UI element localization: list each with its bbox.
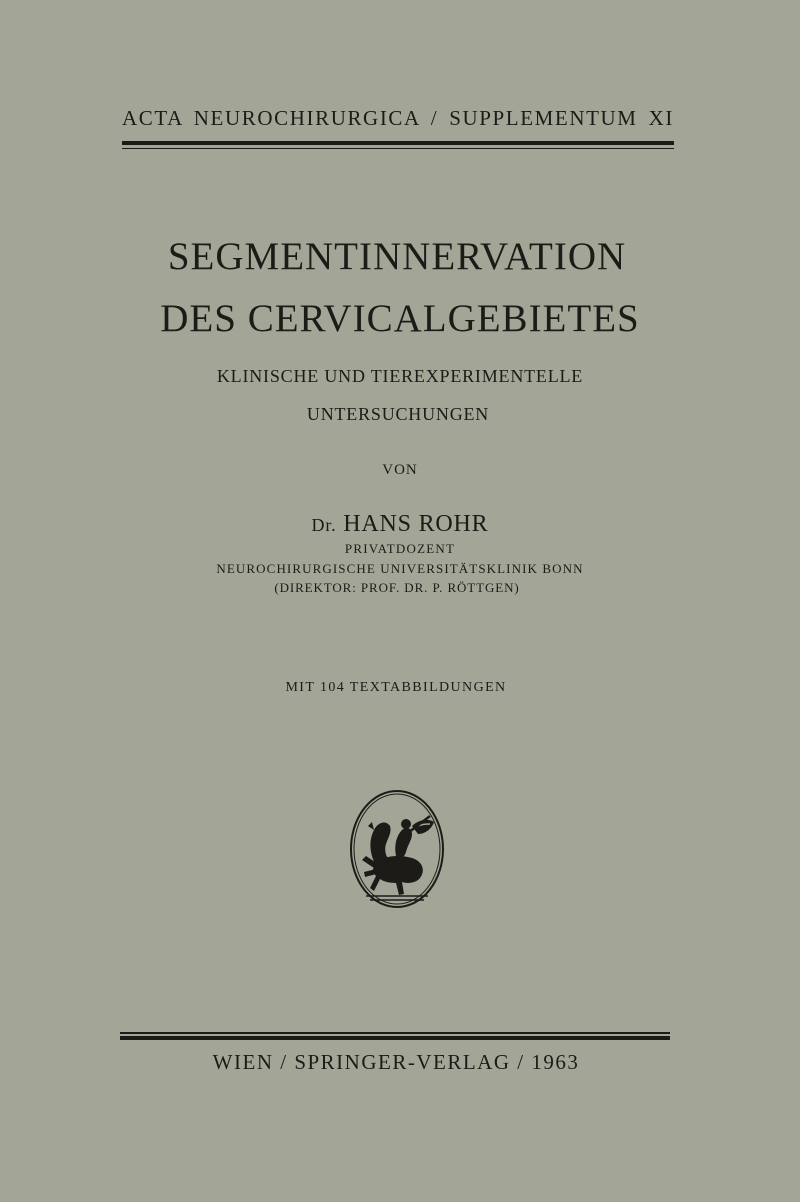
author-prefix: Dr.	[311, 515, 337, 535]
top-rule-thin	[122, 148, 674, 150]
top-rule-thick	[122, 141, 674, 145]
knight-on-horse-emblem-icon	[346, 786, 448, 916]
bottom-rule-thick	[120, 1036, 670, 1040]
author-director: (DIREKTOR: PROF. DR. P. RÖTTGEN)	[274, 580, 520, 595]
subtitle-line-1: KLINISCHE UND TIEREXPERIMENTELLE	[216, 366, 584, 386]
author-name-text: HANS ROHR	[343, 511, 489, 537]
title-line-2: DES CERVICALGEBIETES	[160, 297, 640, 340]
author-name	[0, 511, 800, 538]
title-line-1: SEGMENTINNERVATION	[167, 235, 627, 278]
series-heading: ACTA NEUROCHIRURGICA / SUPPLEMENTUM XI	[122, 106, 674, 130]
by-label: VON	[382, 462, 418, 478]
author-institution: NEUROCHIRURGISCHE UNIVERSITÄTSKLINIK BONN	[216, 561, 584, 576]
publisher-imprint: WIEN / SPRINGER-VERLAG / 1963	[212, 1050, 580, 1074]
subtitle-line-2: UNTERSUCHUNGEN	[306, 404, 490, 424]
bottom-rule-thin	[120, 1032, 670, 1034]
author-rank: PRIVATDOZENT	[344, 541, 456, 556]
figures-note: MIT 104 TEXTABBILDUNGEN	[285, 680, 507, 695]
